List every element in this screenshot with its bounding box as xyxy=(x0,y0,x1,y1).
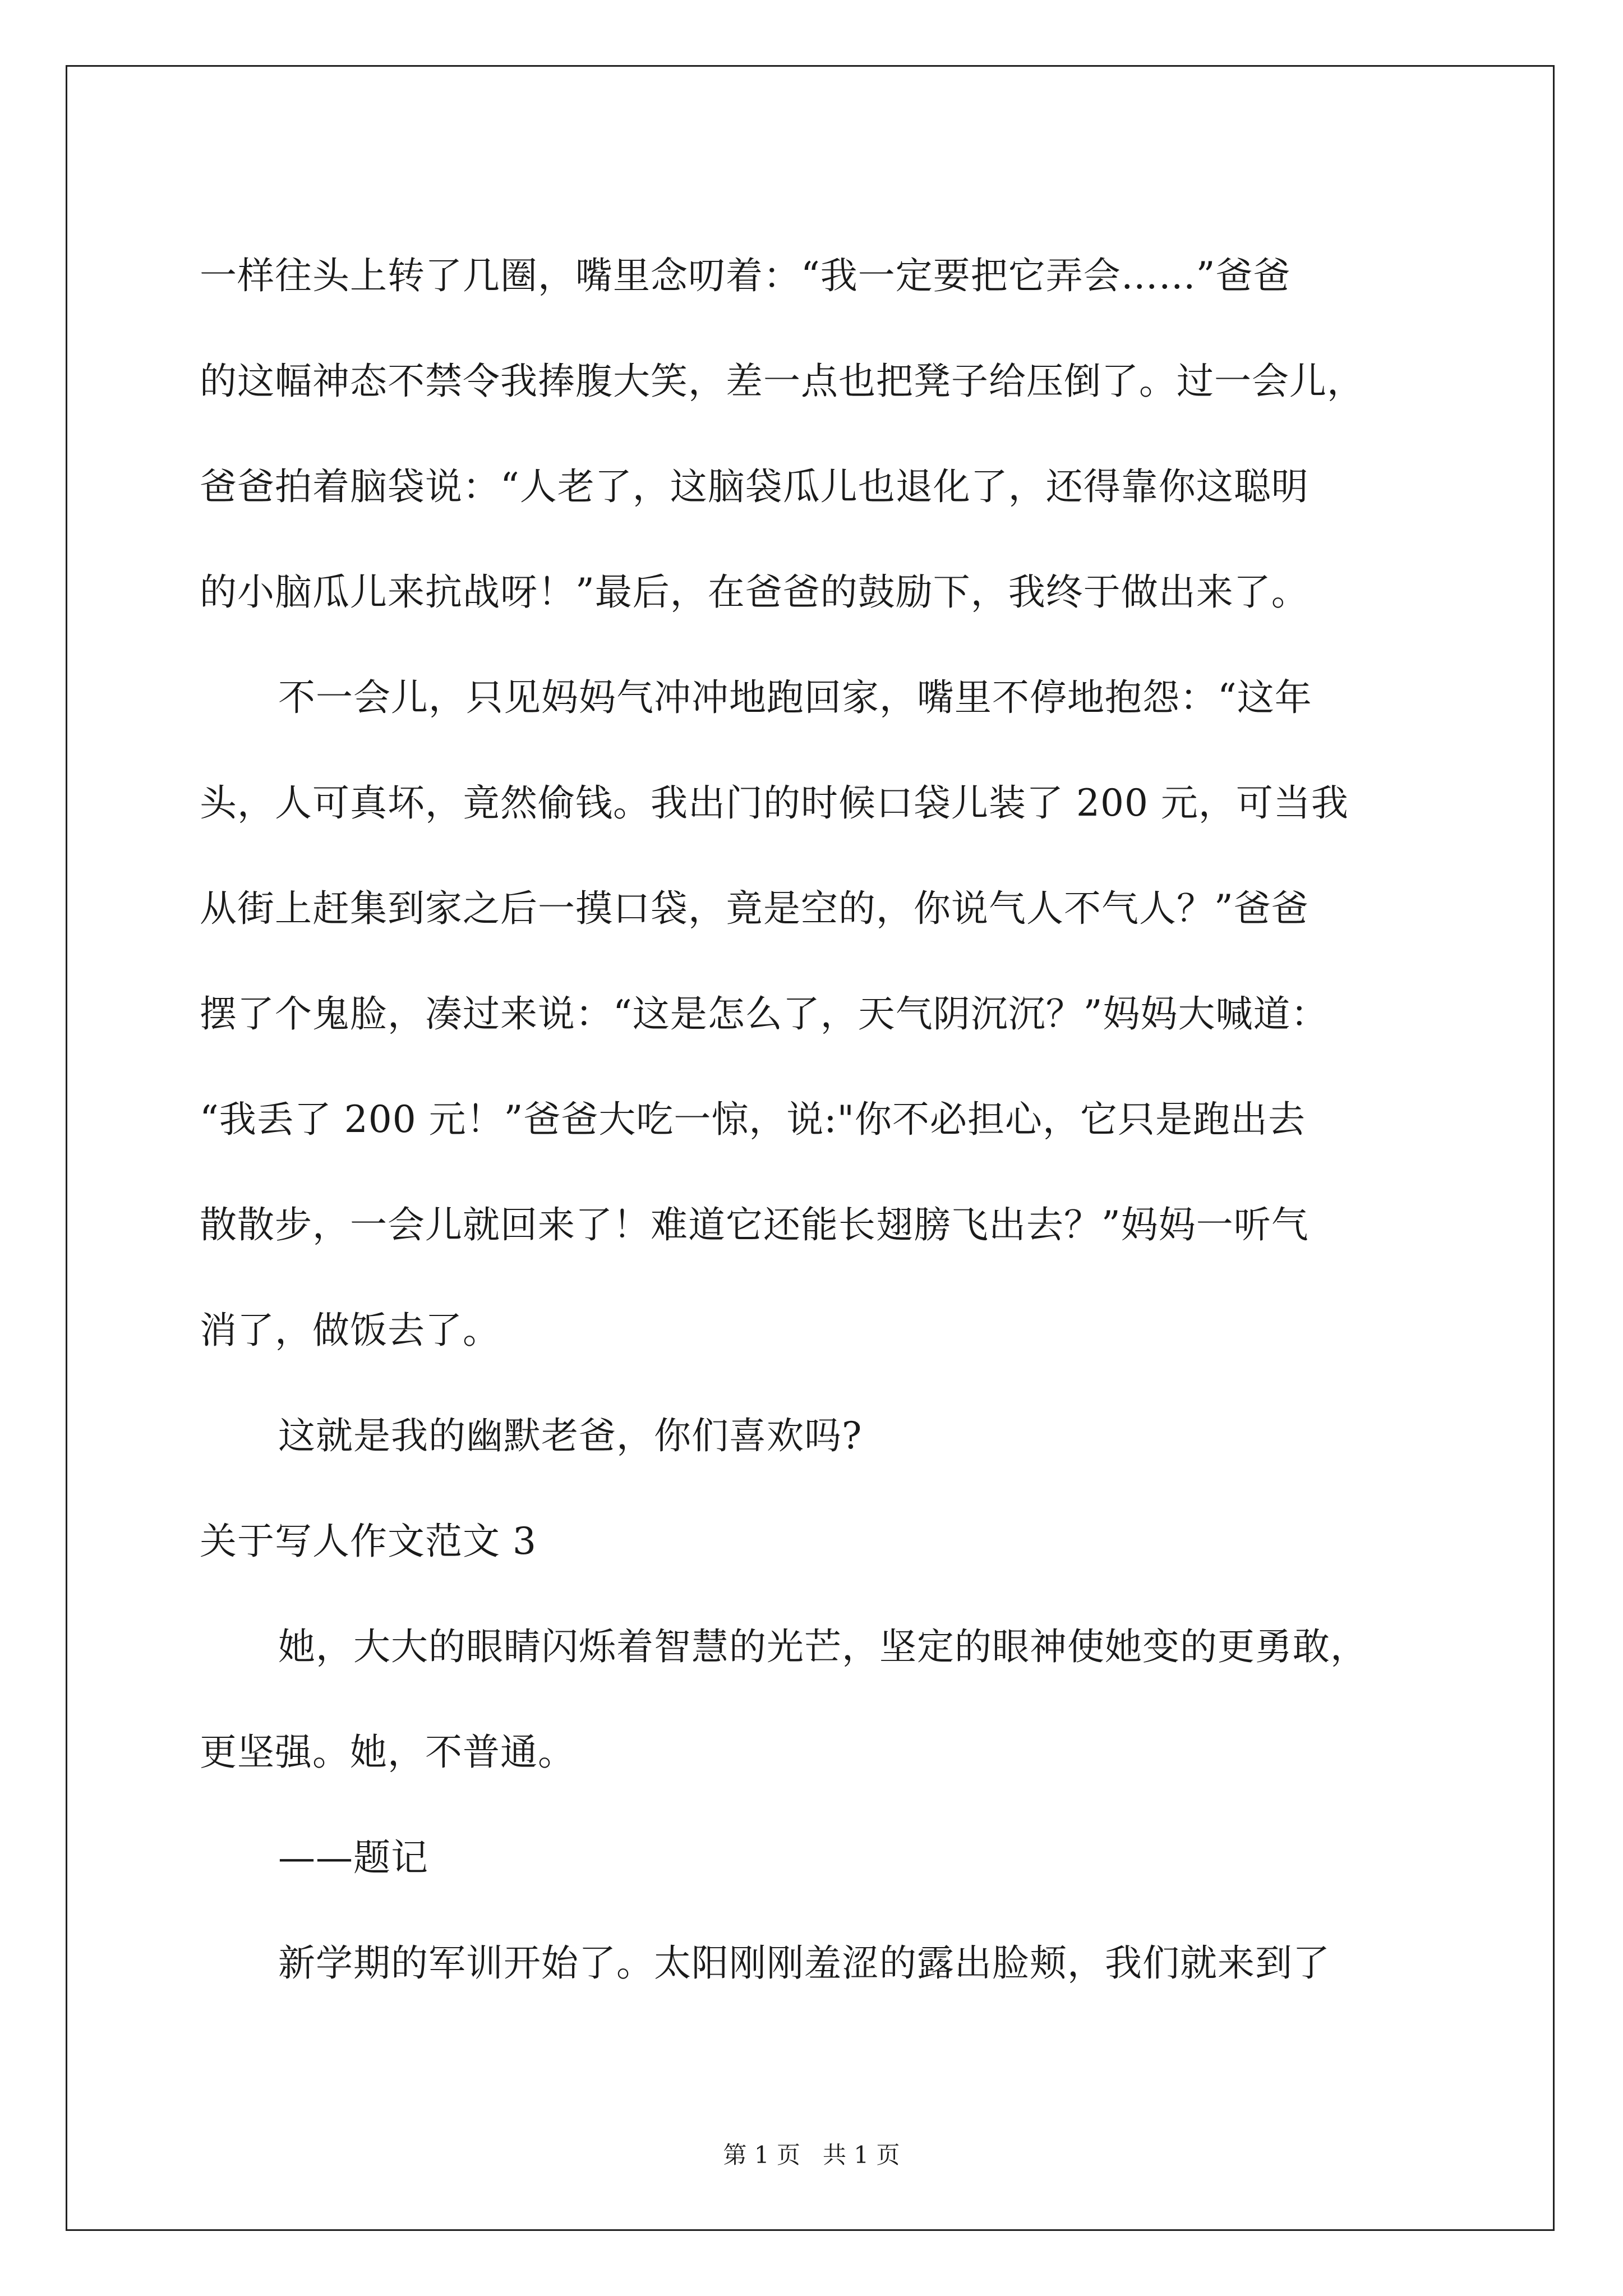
paragraph-line: 不一会儿，只见妈妈气冲冲地跑回家，嘴里不停地抱怨：“这年 xyxy=(278,676,1312,719)
paragraph-line: 她，大大的眼睛闪烁着智慧的光芒，坚定的眼神使她变的更勇敢， xyxy=(278,1625,1368,1668)
paragraph-line: 散散步，一会儿就回来了！难道它还能长翅膀飞出去？”妈妈一听气 xyxy=(200,1203,1309,1246)
paragraph-line: 头，人可真坏，竟然偷钱。我出门的时候口袋儿装了 200 元，可当我 xyxy=(200,781,1349,825)
paragraph-line: 新学期的军训开始了。太阳刚刚羞涩的露出脸颊，我们就来到了 xyxy=(278,1941,1330,1985)
paragraph-line: 的小脑瓜儿来抗战呀！”最后，在爸爸的鼓励下，我终于做出来了。 xyxy=(200,570,1309,614)
paragraph-line: “我丢了 200 元！”爸爸大吃一惊，说:"你不必担心，它只是跑出去 xyxy=(200,1098,1306,1141)
epigraph-attribution: ——题记 xyxy=(278,1836,428,1879)
paragraph-line: 消了，做饭去了。 xyxy=(200,1309,500,1352)
paragraph-line: 更坚强。她，不普通。 xyxy=(200,1731,575,1774)
paragraph-line: 爸爸拍着脑袋说：“人老了，这脑袋瓜儿也退化了，还得靠你这聪明 xyxy=(200,465,1309,508)
paragraph-line: 从街上赶集到家之后一摸口袋，竟是空的，你说气人不气人？”爸爸 xyxy=(200,887,1309,930)
paragraph-line: 的这幅神态不禁令我捧腹大笑，差一点也把凳子给压倒了。过一会儿， xyxy=(200,360,1364,403)
document-body xyxy=(200,223,1433,2016)
paragraph-line: 这就是我的幽默老爸，你们喜欢吗? xyxy=(278,1414,863,1457)
section-heading: 关于写人作文范文 3 xyxy=(200,1520,537,1563)
paragraph-line: 摆了个鬼脸，凑过来说：“这是怎么了，天气阴沉沉？”妈妈大喊道： xyxy=(200,992,1329,1036)
paragraph-line: 一样往头上转了几圈，嘴里念叨着：“我一定要把它弄会……”爸爸 xyxy=(200,254,1291,297)
page-footer: 第 1 页 共 1 页 xyxy=(723,2141,900,2169)
